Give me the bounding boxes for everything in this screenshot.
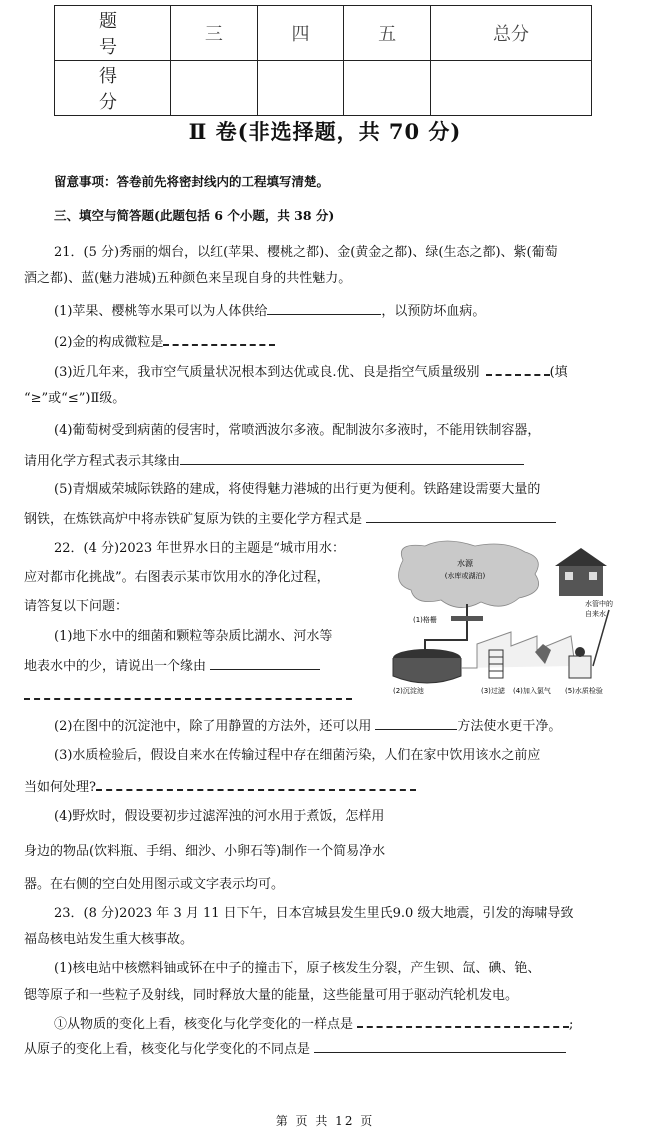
paper-title: Ⅱ 卷(非选择题，共 70 分) (188, 119, 462, 144)
q22-part1-line3 (24, 686, 352, 706)
q21-part3-blank[interactable] (486, 362, 550, 376)
water-purification-diagram (385, 540, 625, 698)
q21-part5-text: 钢铁，在炼铁高炉中将赤铁矿复原为铁的主要化学方程式是 (24, 512, 363, 527)
score-header-5: 五 (344, 6, 431, 61)
q22-part1-blank-b[interactable] (24, 686, 352, 700)
q21-part1-blank[interactable] (267, 302, 381, 315)
q21-part3 (54, 362, 568, 382)
step3-label: (3)过滤 (481, 687, 505, 695)
q21-part1-text: (1)苹果、樱桃等水果可以为人体供给 (54, 304, 268, 319)
inspection-icon (569, 656, 591, 678)
q23-part2-blank-b[interactable] (314, 1040, 566, 1053)
q21-part5-line2 (24, 510, 556, 529)
q21-part5-blank[interactable] (366, 510, 556, 523)
q22-part1-text: 地表水中的少，请说出一个缘由 (24, 659, 207, 674)
settling-tank-icon (393, 658, 461, 683)
q23-stem-line1: 23．(8 分)2023 年 3 月 11 日下午，日本宫城县发生里氏9.0 级大地震，引发的海啸导致 (54, 906, 574, 921)
cloud-sublabel: (水库或湖泊) (444, 572, 486, 580)
score-cell-5[interactable] (344, 61, 431, 116)
q22-stem-line3: 请答复以下问题： (24, 599, 129, 614)
score-value-row (55, 61, 592, 116)
q21-part4-line2 (24, 452, 524, 471)
q23-part1-line1: (1)核电站中核燃料铀或钚在中子的撞击下，原子核发生分裂，产生钡、氙、碘、铯、 (54, 961, 541, 976)
notice: 留意事项：答卷前先将密封线内的工程填写清楚。 (54, 174, 330, 189)
score-row-label: 得 分 (55, 61, 171, 116)
q23-part1-line2: 锶等原子和一些粒子及射线，同时释放大量的能量，这些能量可用于驱动汽轮机发电。 (24, 988, 519, 1003)
q23-part2-text-a: ①从物质的变化上看，核变化与化学变化的一样点是 (54, 1017, 354, 1032)
q23-part2-blank-a[interactable] (357, 1014, 569, 1028)
score-table (54, 5, 592, 116)
score-header-3: 三 (171, 6, 258, 61)
score-header-4: 四 (257, 6, 344, 61)
house-roof-icon (555, 548, 607, 566)
score-header-label: 题 号 (55, 6, 171, 61)
score-cell-3[interactable] (171, 61, 258, 116)
q21-part1-tail: ，以预防坏血病。 (381, 304, 486, 319)
grille-icon (451, 616, 483, 621)
step1-label: (1)格栅 (413, 616, 437, 624)
home-label-line2: 自来水 (585, 610, 606, 618)
q21-part3-tail: (填 (549, 365, 568, 380)
q21-part2-blank[interactable] (163, 332, 275, 346)
q21-stem-line2: 酒之都)、蓝(魅力港城)五种颜色来呈现自身的共性魅力。 (24, 271, 352, 286)
q22-part3-blank[interactable] (96, 777, 416, 791)
q22-part2-tail: 方法使水更干净。 (457, 719, 562, 734)
q22-part4-line3: 器。在右侧的空白处用图示或文字表示均可。 (24, 877, 285, 892)
q23-part2-text-b: 从原子的变化上看，核变化与化学变化的不同点是 (24, 1042, 311, 1057)
q21-part4-line1: (4)葡萄树受到病菌的侵害时，常喷洒波尔多液。配制波尔多液时，不能用铁制容器， (54, 423, 541, 438)
step2-label: (2)沉淀池 (393, 687, 424, 695)
q21-part3-line2: “≥”或“≤”)Ⅱ级。 (24, 391, 126, 406)
q23-stem-line2: 福岛核电站发生重大核事故。 (24, 932, 194, 947)
q21-part4-blank[interactable] (180, 452, 524, 465)
q22-part2-text: (2)在图中的沉淀池中，除了用静置的方法外，还可以用 (54, 719, 372, 734)
q22-part3-text: 当如何处理? (24, 780, 96, 795)
q22-part4-line2: 身边的物品(饮料瓶、手绢、细沙、小卵石等)制作一个简易净水 (24, 844, 386, 859)
house-icon (559, 566, 603, 596)
step5-label: (5)水质检验 (565, 687, 603, 695)
q22-part3-line1: (3)水质检验后，假设自来水在传输过程中存在细菌污染，人们在家中饮用该水之前应 (54, 748, 541, 763)
cloud-label: 水源 (457, 559, 473, 568)
q21-part1 (54, 302, 485, 321)
q22-part3-line2 (24, 777, 416, 797)
q21-stem-line1: 21．(5 分)秀丽的烟台，以红(苹果、樱桃之都)、金(黄金之都)、绿(生态之都)、紫(葡萄 (54, 245, 558, 260)
q22-stem-line2: 应对都市化挑战”。右图表示某市饮用水的净化过程， (24, 570, 330, 585)
q21-part4-text: 请用化学方程式表示其缘由 (24, 454, 181, 469)
q22-part2-blank[interactable] (375, 717, 457, 730)
q23-part2-line2 (24, 1040, 566, 1059)
q22-part1-blank-a[interactable] (210, 657, 320, 670)
q22-part2 (54, 717, 561, 736)
q22-part1-line1: (1)地下水中的细菌和颗粒等杂质比湖水、河水等 (54, 629, 333, 644)
q22-part4-line1: (4)野炊时，假设要初步过滤浑浊的河水用于煮饭，怎样用 (54, 809, 385, 824)
pipe-to-tank (425, 632, 467, 652)
score-header-total: 总分 (431, 6, 592, 61)
q21-part5-line1: (5)青烟威荣城际铁路的建成，将使得魅力港城的出行更为便利。铁路建设需要大量的 (54, 482, 541, 497)
section-heading: 三、填空与简答题(此题包括 6 个小题，共 38 分) (54, 208, 335, 223)
pipe-to-house (593, 610, 609, 666)
score-header-row (55, 6, 592, 61)
score-cell-4[interactable] (257, 61, 344, 116)
q22-stem-line1: 22．(4 分)2023 年世界水日的主题是“城市用水： (54, 541, 345, 556)
page-footer: 第 页 共 12 页 (275, 1114, 375, 1128)
step4-label: (4)加入氯气 (513, 687, 551, 695)
q21-part2 (54, 332, 275, 352)
q21-part2-text: (2)金的构成微粒是 (54, 335, 164, 350)
q21-part3-text: (3)近几年来，我市空气质量状况根本到达优或良.优、良是指空气质量级别 (54, 365, 480, 380)
q22-part1-line2 (24, 657, 320, 676)
home-label-line1: 水管中的 (585, 600, 613, 608)
score-cell-total[interactable] (431, 61, 592, 116)
pipeline (461, 632, 575, 668)
q23-part2-line1: ①从物质的变化上看，核变化与化学变化的一样点是 ; (54, 1014, 573, 1034)
